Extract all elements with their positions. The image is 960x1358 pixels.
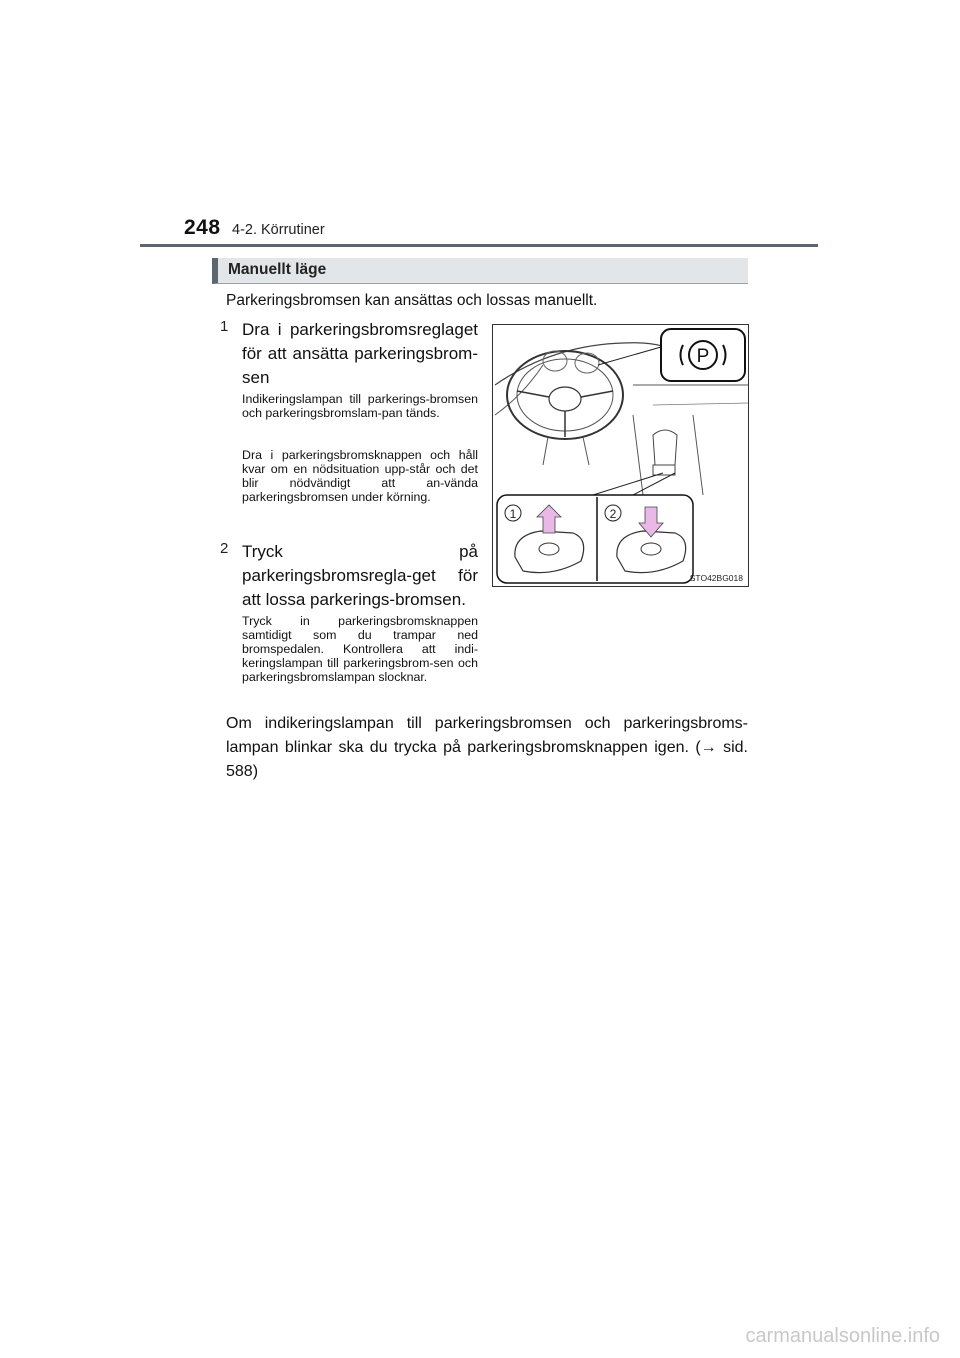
callout-1: 1 bbox=[509, 507, 517, 521]
step-title-2: Tryck på parkeringsbromsregla-get för att lossa parkerings-bromsen. bbox=[242, 542, 478, 609]
step-1-note-2: Dra i parkeringsbromsknappen och håll kvar om en nödsituation upp-står och det blir nödvändigt att an-vända parkeringsbromsen under körning. bbox=[242, 448, 478, 504]
indicator-symbol: P bbox=[696, 346, 710, 367]
dashboard-drawing bbox=[493, 325, 750, 588]
step-title-1: Dra i parkeringsbromsreglaget för att ansätta parkeringsbrom-sen bbox=[242, 320, 478, 387]
step-number-1: 1 bbox=[220, 318, 229, 335]
callout-2: 2 bbox=[609, 507, 617, 521]
intro-text: Parkeringsbromsen kan ansättas och lossas manuellt. bbox=[226, 292, 598, 309]
footer-text: Om indikeringslampan till parkeringsbromsen och parkeringsbroms-lampan blinkar ska du trycka på parkeringsbromsknappen igen. (→ sid. 588) bbox=[226, 715, 748, 780]
section-header bbox=[212, 258, 748, 284]
parking-brake-illustration bbox=[492, 324, 749, 587]
step-1-note-1: Indikeringslampan till parkerings-bromsen och parkeringsbromslam-pan tänds. bbox=[242, 392, 478, 420]
watermark: carmanualsonline.info bbox=[745, 1325, 940, 1347]
figure-code: STO42BG018 bbox=[689, 573, 743, 583]
header-rule bbox=[140, 244, 818, 247]
section-title: Manuellt läge bbox=[228, 261, 327, 278]
step-number-2: 2 bbox=[220, 540, 229, 557]
step-2-note-1: Tryck in parkeringsbromsknappen samtidigt som du trampar ned bromspedalen. Kontrollera att indi-keringslampan till parkeringsbrom-sen och parkeringsbromslampan slocknar. bbox=[242, 614, 478, 684]
page-number: 248 bbox=[184, 216, 221, 239]
breadcrumb: 4-2. Körrutiner bbox=[232, 222, 325, 238]
